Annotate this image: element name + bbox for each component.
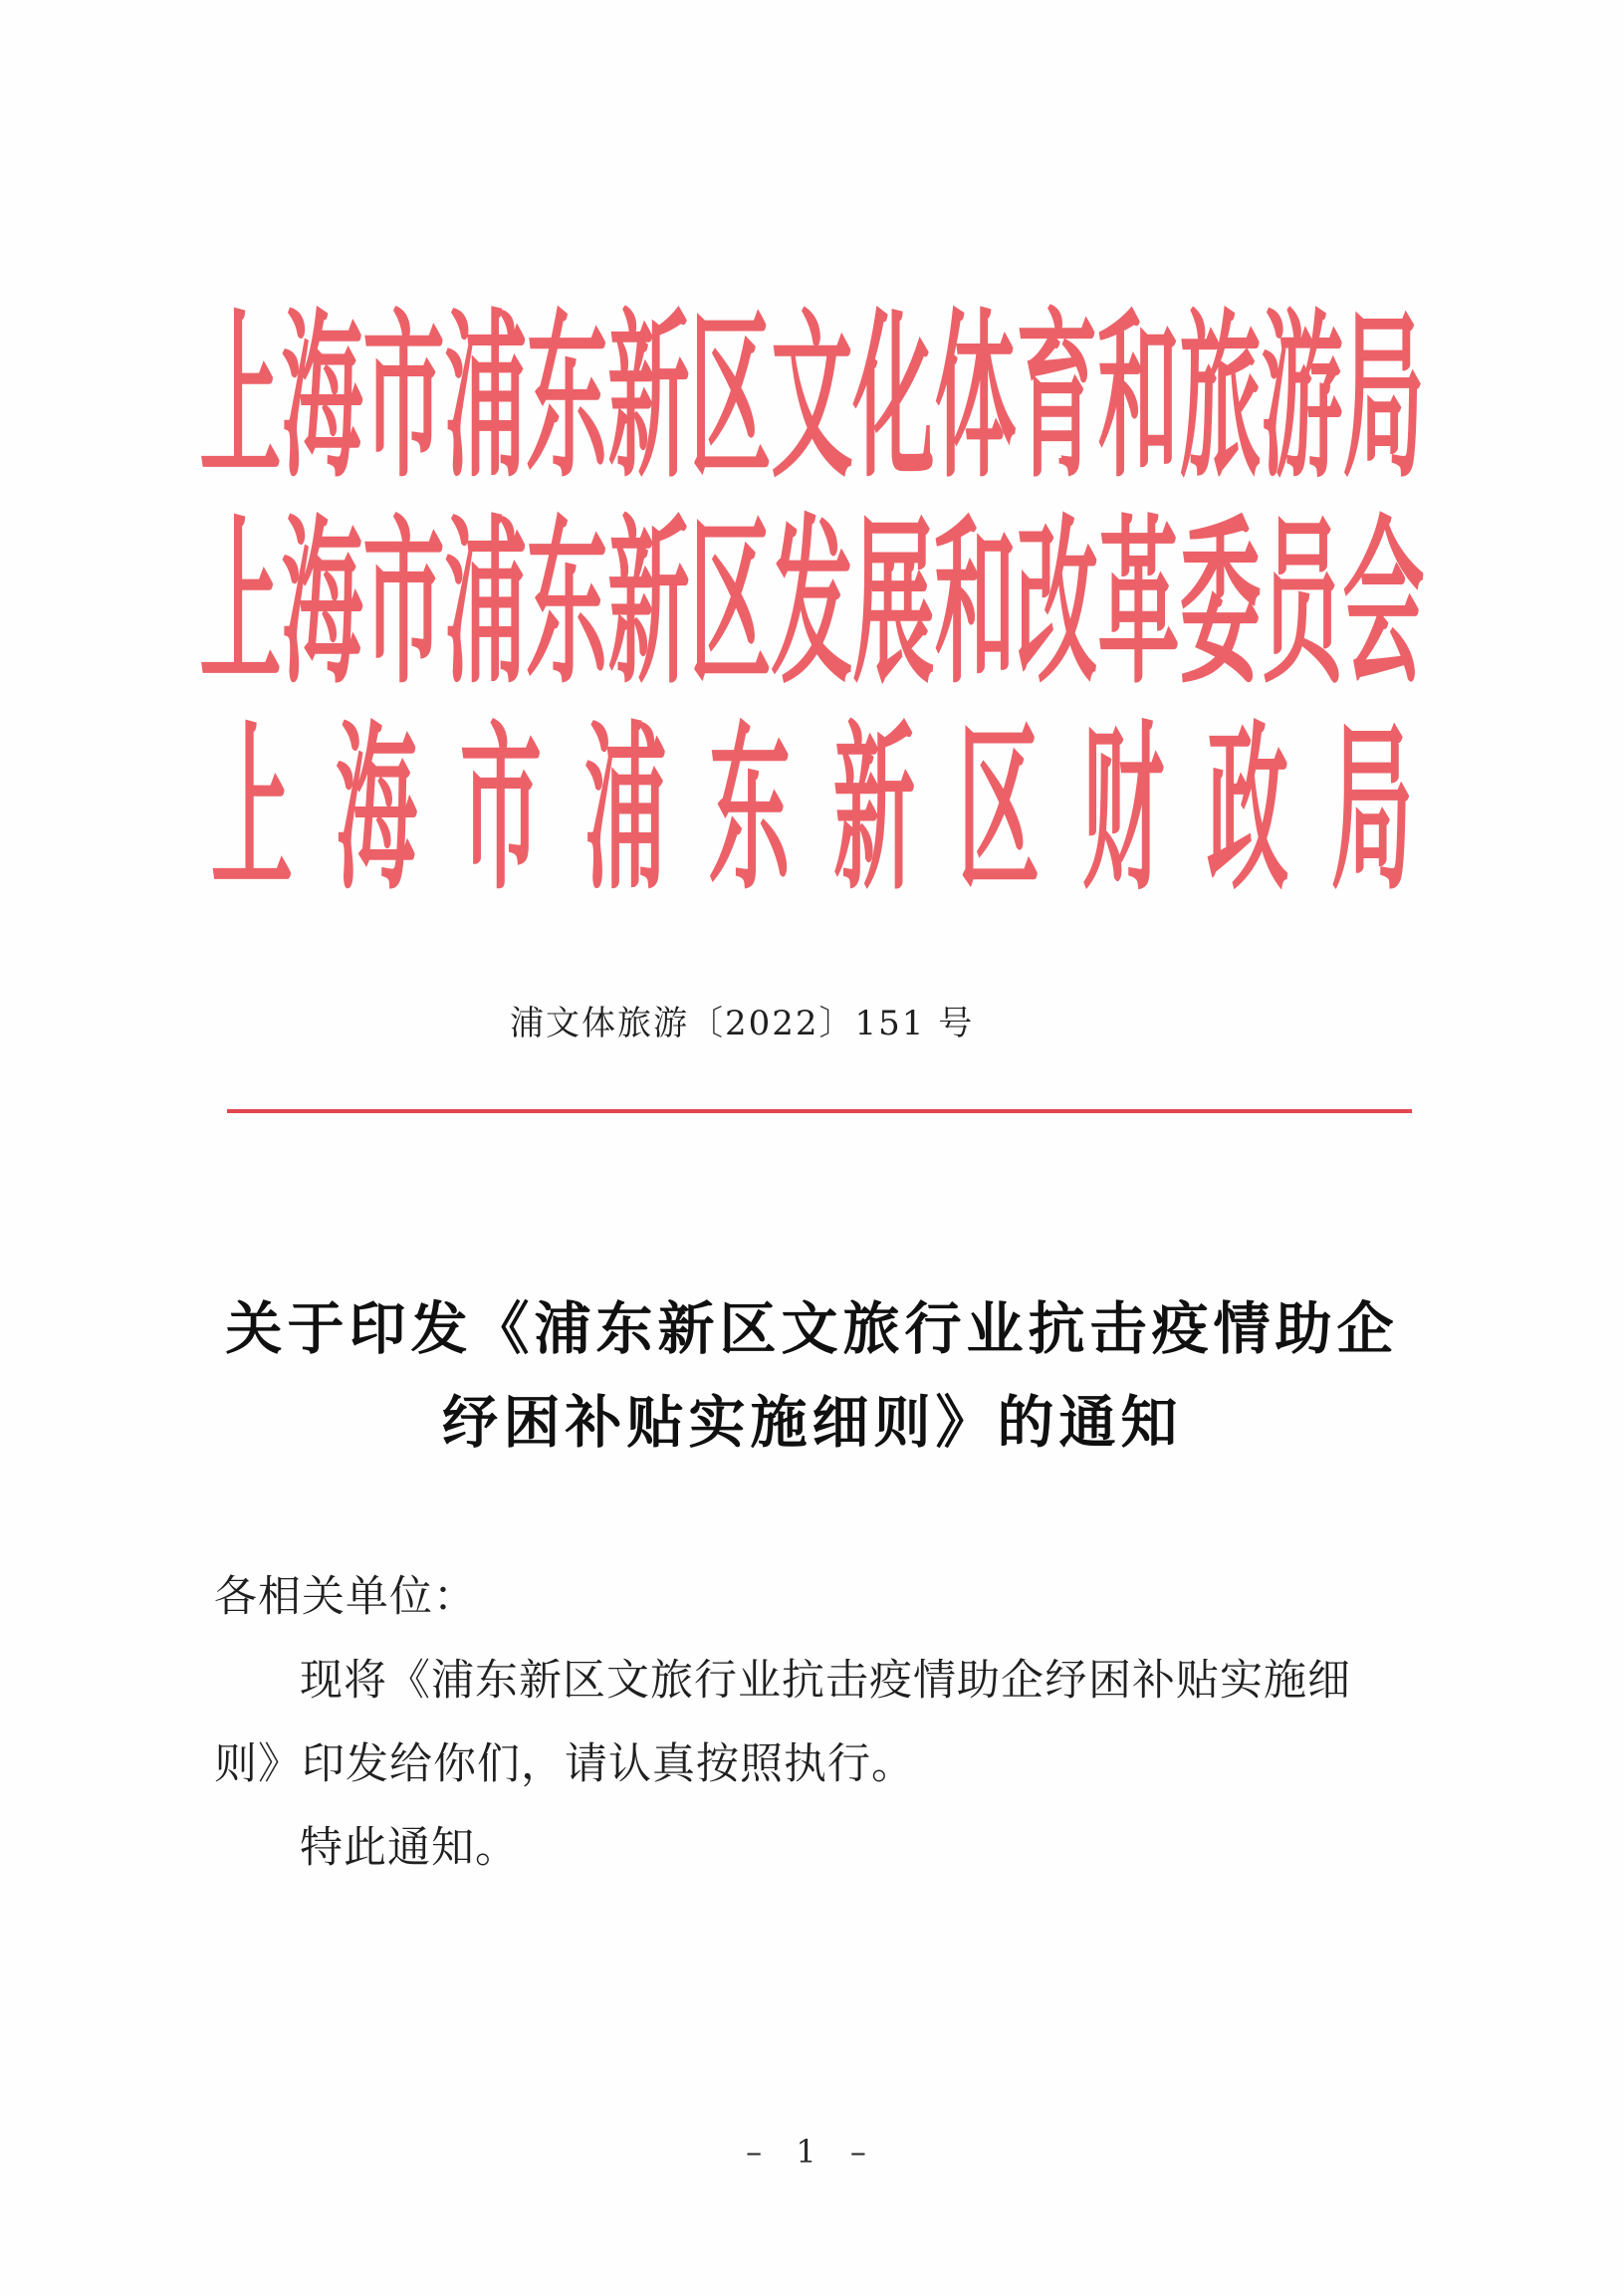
page-number: – 1 – — [746, 2133, 878, 2171]
body-paragraph-line: 现将《浦东新区文旅行业抗击疫情助企纾困补贴实施细 — [300, 1656, 1351, 1706]
document-body — [214, 1555, 1429, 1890]
agency-name-finance-bureau: 上海市浦东新区财政局 — [210, 705, 1456, 916]
body-closing-line: 特此通知。 — [300, 1823, 519, 1873]
body-salutation: 各相关单位： — [214, 1572, 477, 1622]
red-separator-rule — [227, 1109, 1412, 1113]
document-title — [0, 1282, 1624, 1470]
agency-name-line-1 — [0, 281, 1624, 504]
body-paragraph-line: 则》印发给你们，请认真按照执行。 — [214, 1739, 915, 1789]
agency-name-development-reform-commission: 上海市浦东新区发展和改革委员会 — [199, 499, 1425, 710]
document-reference-number: 浦文体旅游〔2022〕151 号 — [510, 1004, 975, 1043]
agency-name-culture-tourism-bureau: 上海市浦东新区文化体育和旅游局 — [199, 293, 1425, 504]
letterhead — [0, 281, 1624, 916]
agency-name-line-3 — [0, 693, 1624, 916]
document-title-line-1: 关于印发《浦东新区文旅行业抗击疫情助企 — [225, 1295, 1399, 1362]
agency-name-line-2 — [0, 487, 1624, 710]
document-title-line-2: 纾困补贴实施细则》的通知 — [441, 1389, 1183, 1456]
